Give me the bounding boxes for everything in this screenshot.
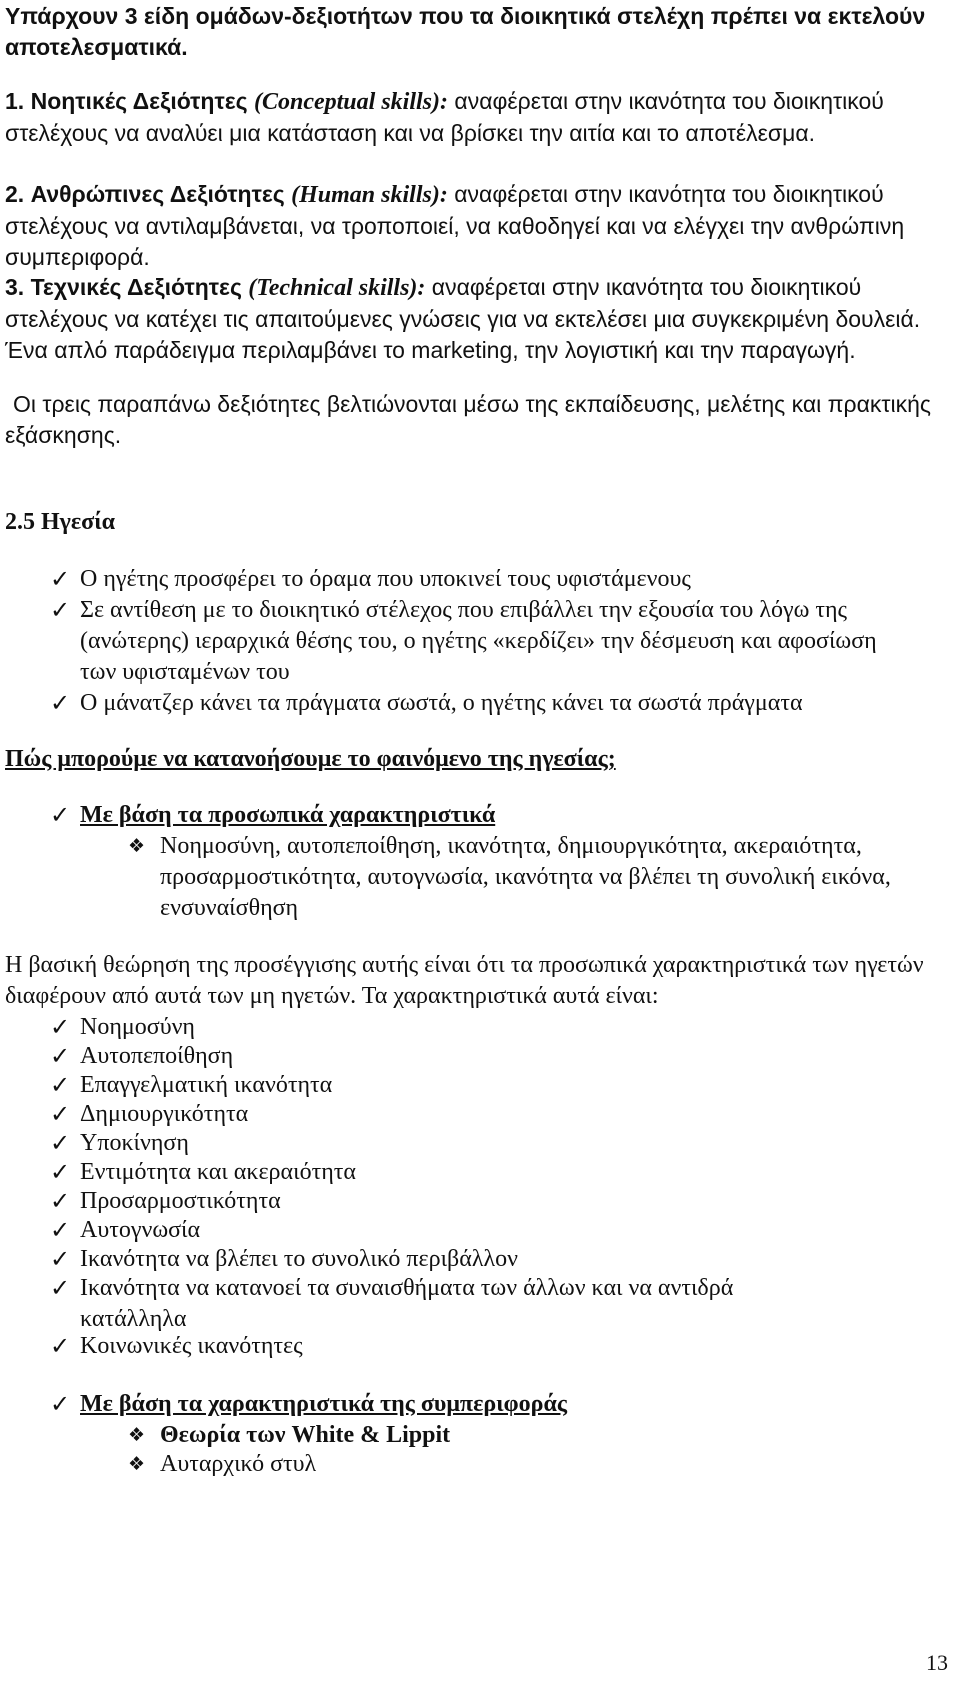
check-icon: ✓ (50, 1158, 71, 1186)
list-item: Δημιουργικότητα (80, 1101, 249, 1127)
list-item: Ικανότητα να βλέπει το συνολικό περιβάλλον (80, 1246, 518, 1272)
diamond-icon: ❖ (128, 1424, 146, 1446)
check-icon: ✓ (50, 596, 71, 624)
check-icon: ✓ (50, 1274, 71, 1302)
behavior-approach-title: Με βάση τα χαρακτηριστικά της συμπεριφοράς (80, 1391, 567, 1417)
list-item: Ικανότητα να κατανοεί τα συναισθήματα των άλλων και να αντιδρά κατάλληλα (80, 1275, 734, 1332)
check-icon: ✓ (50, 1332, 71, 1360)
check-icon: ✓ (50, 1129, 71, 1157)
leadership-point: Ο ηγέτης προσφέρει το όραμα που υποκινεί τους υφιστάμενους (80, 566, 691, 592)
list-item: Αυτογνωσία (80, 1217, 201, 1243)
leadership-question: Πώς μπορούμε να κατανοήσουμε το φαινόμενο της ηγεσίας; (5, 746, 616, 772)
intro-title: Υπάρχουν 3 είδη ομάδων-δεξιοτήτων που τα διοικητικά στελέχη πρέπει να εκτελούν αποτελεσματικά. (5, 3, 926, 60)
list-item: Προσαρμοστικότητα (80, 1188, 281, 1214)
intro-closing: Οι τρεις παραπάνω δεξιότητες βελτιώνονται μέσω της εκπαίδευσης, μελέτης και πρακτικής εξάσκησης. (5, 391, 931, 448)
check-icon: ✓ (50, 565, 71, 593)
check-icon: ✓ (50, 1390, 71, 1418)
check-icon: ✓ (50, 1013, 71, 1041)
personal-approach-title: Με βάση τα προσωπικά χαρακτηριστικά (80, 802, 496, 828)
skill-3: 3. Τεχνικές Δεξιότητες (Technical skills): αναφέρεται στην ικανότητα του διοικητικού στελέχους να κατέχει τις απαιτούμενες γνώσεις για να εκτελέσει μια συγκεκριμένη δουλειά. Ένα απλό παράδειγμα περιλαμβάνει το marketing, την λογιστική και την παραγωγή. (5, 274, 921, 363)
skill-1: 1. Νοητικές Δεξιότητες (Conceptual skills): αναφέρεται στην ικανότητα του διοικητικού στελέχους να αναλύει μια κατάσταση και να βρίσκει την αιτία και το αποτέλεσμα. (5, 88, 884, 146)
list-item: Επαγγελματική ικανότητα (80, 1072, 333, 1098)
list-item: Αυτοπεποίθηση (80, 1043, 234, 1069)
list-item: Εντιμότητα και ακεραιότητα (80, 1159, 356, 1185)
behavior-sub-item: Θεωρία των White & Lippit (160, 1422, 451, 1448)
leadership-point: Ο μάνατζερ κάνει τα πράγματα σωστά, ο ηγέτης κάνει τα σωστά πράγματα (80, 690, 803, 716)
section-title: 2.5 Ηγεσία (5, 509, 116, 535)
theory-paragraph: Η βασική θεώρηση της προσέγγισης αυτής είναι ότι τα προσωπικά χαρακτηριστικά των ηγετών διαφέρουν από αυτά των μη ηγετών. Τα χαρακτηριστικά αυτά είναι: (5, 952, 924, 1009)
list-item: Νοημοσύνη (80, 1014, 195, 1040)
diamond-icon: ❖ (128, 835, 146, 857)
skill-2: 2. Ανθρώπινες Δεξιότητες (Human skills): αναφέρεται στην ικανότητα του διοικητικού στελέχους να αντιλαμβάνεται, να τροποποιεί, να καθοδηγεί και να ελέγχει την ανθρώπινη συμπεριφορά. (5, 181, 905, 270)
check-icon: ✓ (50, 1245, 71, 1273)
check-icon: ✓ (50, 1100, 71, 1128)
check-icon: ✓ (50, 1187, 71, 1215)
check-icon: ✓ (50, 689, 71, 717)
list-item: Κοινωνικές ικανότητες (80, 1333, 303, 1359)
behavior-sub-item: Αυταρχικό στυλ (160, 1451, 317, 1477)
list-item: Υποκίνηση (80, 1130, 189, 1156)
check-icon: ✓ (50, 1042, 71, 1070)
leadership-point: Σε αντίθεση με το διοικητικό στέλεχος που επιβάλλει την εξουσία του λόγω της (ανώτερης) ιεραρχικά θέσης του, ο ηγέτης «κερδίζει» την δέσμευση και αφοσίωση των υφισταμένων του (80, 597, 877, 685)
personal-traits-list: Νοημοσύνη, αυτοπεποίθηση, ικανότητα, δημιουργικότητα, ακεραιότητα, προσαρμοστικότητα, αυτογνωσία, ικανότητα να βλέπει τη συνολική εικόνα, ενσυναίσθηση (160, 833, 891, 921)
check-icon: ✓ (50, 1216, 71, 1244)
page-number: 13 (926, 1650, 948, 1675)
check-icon: ✓ (50, 1071, 71, 1099)
check-icon: ✓ (50, 801, 71, 829)
diamond-icon: ❖ (128, 1453, 146, 1475)
